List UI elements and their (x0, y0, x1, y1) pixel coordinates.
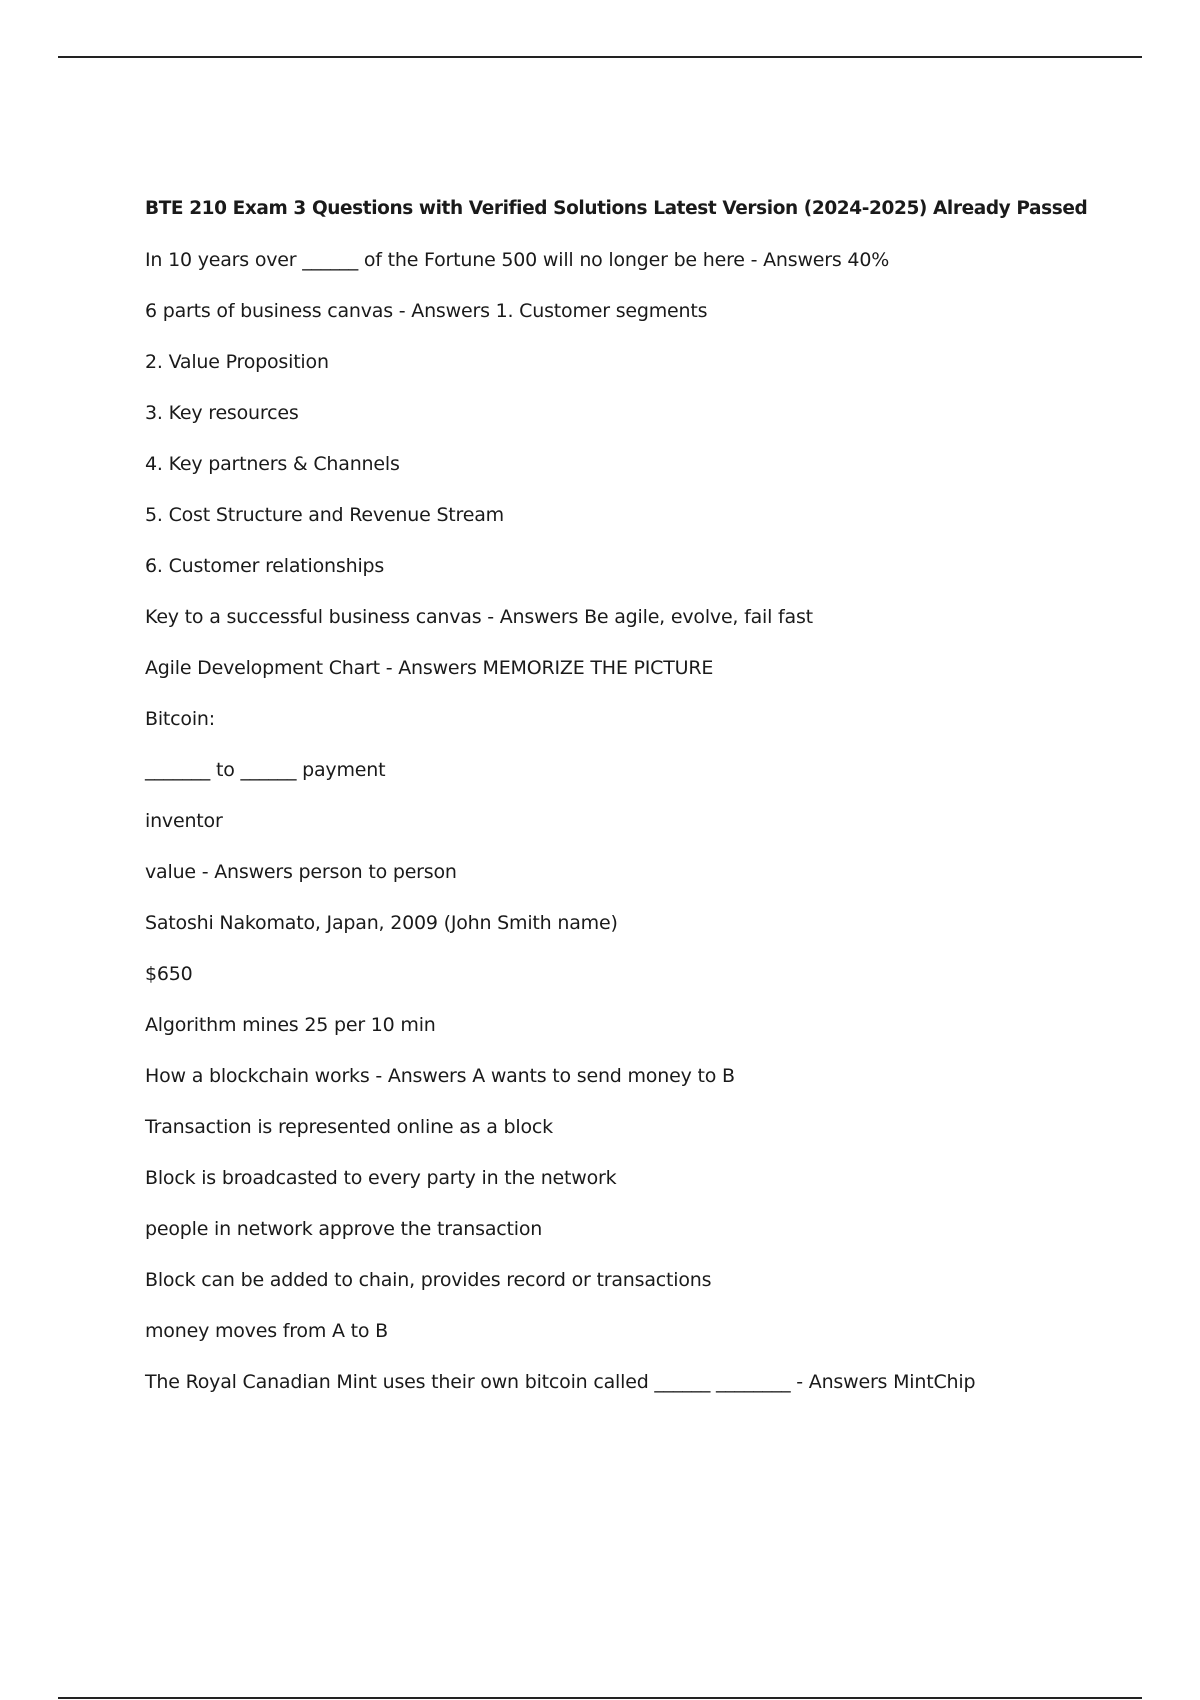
text-line: value - Answers person to person (145, 861, 457, 883)
bottom-rule (58, 1697, 1142, 1699)
text-line: Satoshi Nakomato, Japan, 2009 (John Smith name) (145, 912, 618, 934)
document-title: BTE 210 Exam 3 Questions with Verified Solutions Latest Version (2024-2025) Already Passed (145, 198, 1088, 219)
text-line: 6 parts of business canvas - Answers 1. Customer segments (145, 300, 708, 322)
text-line: Block can be added to chain, provides record or transactions (145, 1269, 712, 1291)
text-line: How a blockchain works - Answers A wants to send money to B (145, 1065, 735, 1087)
text-line: money moves from A to B (145, 1320, 388, 1342)
text-line: 4. Key partners & Channels (145, 453, 400, 475)
text-line: _______ to ______ payment (145, 759, 386, 781)
text-line: Algorithm mines 25 per 10 min (145, 1014, 436, 1036)
text-line: The Royal Canadian Mint uses their own bitcoin called ______ ________ - Answers MintChip (145, 1371, 976, 1393)
text-line: inventor (145, 810, 223, 832)
text-line: 6. Customer relationships (145, 555, 385, 577)
document-body (145, 197, 1088, 1421)
text-line: Transaction is represented online as a block (145, 1116, 553, 1138)
text-line: Key to a successful business canvas - Answers Be agile, evolve, fail fast (145, 606, 813, 628)
text-line: people in network approve the transaction (145, 1218, 543, 1240)
text-line: Agile Development Chart - Answers MEMORIZE THE PICTURE (145, 657, 714, 679)
text-line: 2. Value Proposition (145, 351, 329, 373)
text-line: Block is broadcasted to every party in the network (145, 1167, 617, 1189)
text-line: Bitcoin: (145, 708, 215, 730)
text-line: 3. Key resources (145, 402, 299, 424)
text-line: $650 (145, 963, 193, 985)
text-line: 5. Cost Structure and Revenue Stream (145, 504, 504, 526)
text-line: In 10 years over ______ of the Fortune 500 will no longer be here - Answers 40% (145, 249, 890, 271)
top-rule (58, 56, 1142, 58)
